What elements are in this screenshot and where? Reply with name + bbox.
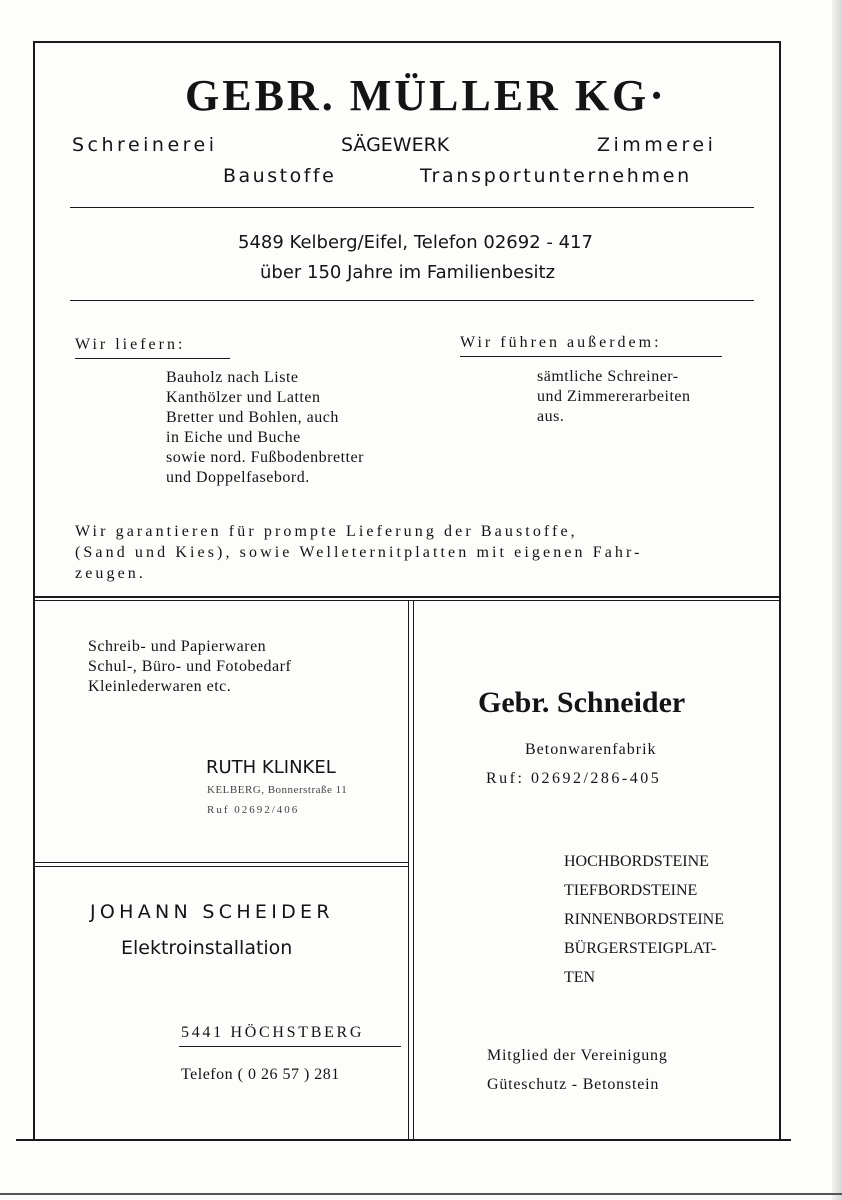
scheider-name: JOHANN SCHEIDER bbox=[90, 901, 334, 923]
schneider-phone: Ruf: 02692/286-405 bbox=[486, 770, 662, 787]
outer-frame-bottom bbox=[16, 1139, 791, 1141]
scheider-trade: Elektroinstallation bbox=[121, 937, 293, 959]
outer-frame-left bbox=[33, 41, 35, 1140]
scan-bottom-edge bbox=[0, 1193, 842, 1195]
klinkel-product: Schreib- und Papierwaren bbox=[88, 638, 267, 655]
left-item: Bauholz nach Liste bbox=[166, 369, 299, 386]
right-item: und Zimmererarbeiten bbox=[537, 388, 691, 405]
schneider-products bbox=[564, 847, 724, 992]
service-saegewerk: SÄGEWERK bbox=[341, 134, 450, 156]
schneider-name: Gebr. Schneider bbox=[478, 686, 686, 719]
scheider-phone: Telefon ( 0 26 57 ) 281 bbox=[181, 1066, 340, 1083]
column-divider-a bbox=[408, 600, 409, 1139]
service-schreinerei: Schreinerei bbox=[72, 134, 218, 156]
scheider-city-underline bbox=[179, 1046, 401, 1047]
guarantee-line: zeugen. bbox=[75, 565, 147, 582]
service-transport: Transportunternehmen bbox=[420, 165, 692, 187]
right-heading: Wir führen außerdem: bbox=[460, 334, 662, 351]
membership-line: Güteschutz - Betonstein bbox=[487, 1076, 660, 1093]
section-divider-inner bbox=[33, 600, 779, 601]
schneider-trade: Betonwarenfabrik bbox=[525, 741, 657, 758]
klinkel-address: KELBERG, Bonnerstraße 11 bbox=[207, 784, 348, 796]
mueller-divider-2 bbox=[70, 300, 754, 301]
left-item: Bretter und Bohlen, auch bbox=[166, 409, 339, 426]
column-divider-b bbox=[413, 600, 414, 1139]
klinkel-product: Kleinlederwaren etc. bbox=[88, 678, 232, 695]
schneider-product: TIEFBORDSTEINE bbox=[564, 882, 698, 899]
outer-frame-top bbox=[33, 41, 779, 43]
klinkel-phone: Ruf 02692/406 bbox=[207, 804, 300, 816]
klinkel-products bbox=[88, 637, 291, 697]
left-item: in Eiche und Buche bbox=[166, 429, 301, 446]
klinkel-name: RUTH KLINKEL bbox=[206, 757, 336, 778]
left-item: sowie nord. Fußbodenbretter bbox=[166, 449, 364, 466]
service-zimmerei: Zimmerei bbox=[597, 134, 717, 156]
right-heading-underline bbox=[460, 356, 722, 357]
membership-line: Mitglied der Vereinigung bbox=[487, 1047, 668, 1064]
schneider-product: BÜRGERSTEIGPLAT- bbox=[564, 940, 717, 957]
page-edge bbox=[832, 0, 842, 1200]
outer-frame-right bbox=[779, 41, 781, 1140]
klinkel-product: Schul-, Büro- und Fotobedarf bbox=[88, 658, 292, 675]
schneider-product: RINNENBORDSTEINE bbox=[564, 911, 724, 928]
schneider-product: HOCHBORDSTEINE bbox=[564, 853, 709, 870]
right-item: sämtliche Schreiner- bbox=[537, 368, 679, 385]
mueller-tagline: über 150 Jahre im Familienbesitz bbox=[260, 262, 556, 283]
left-item: und Doppelfasebord. bbox=[166, 469, 310, 486]
schneider-membership bbox=[487, 1041, 668, 1099]
mueller-divider-1 bbox=[70, 207, 754, 208]
scheider-city: 5441 HÖCHSTBERG bbox=[181, 1024, 365, 1041]
left-list bbox=[166, 368, 364, 488]
guarantee-line: Wir garantieren für prompte Lieferung der Baustoffe, bbox=[75, 523, 578, 540]
left-heading: Wir liefern: bbox=[75, 336, 186, 353]
guarantee-text bbox=[75, 521, 643, 584]
mueller-title: GEBR. MÜLLER KG· bbox=[185, 71, 667, 120]
service-baustoffe: Baustoffe bbox=[223, 165, 337, 187]
section-divider bbox=[33, 596, 779, 598]
right-list bbox=[537, 367, 691, 427]
left-item: Kanthölzer und Latten bbox=[166, 389, 321, 406]
left-divider-a bbox=[33, 862, 408, 863]
guarantee-line: (Sand und Kies), sowie Welleternitplatten mit eigenen Fahr- bbox=[75, 544, 643, 561]
right-item: aus. bbox=[537, 408, 565, 425]
left-heading-underline bbox=[75, 358, 230, 359]
left-divider-b bbox=[33, 866, 408, 867]
mueller-address: 5489 Kelberg/Eifel, Telefon 02692 - 417 bbox=[238, 232, 593, 253]
schneider-product: TEN bbox=[564, 969, 596, 986]
